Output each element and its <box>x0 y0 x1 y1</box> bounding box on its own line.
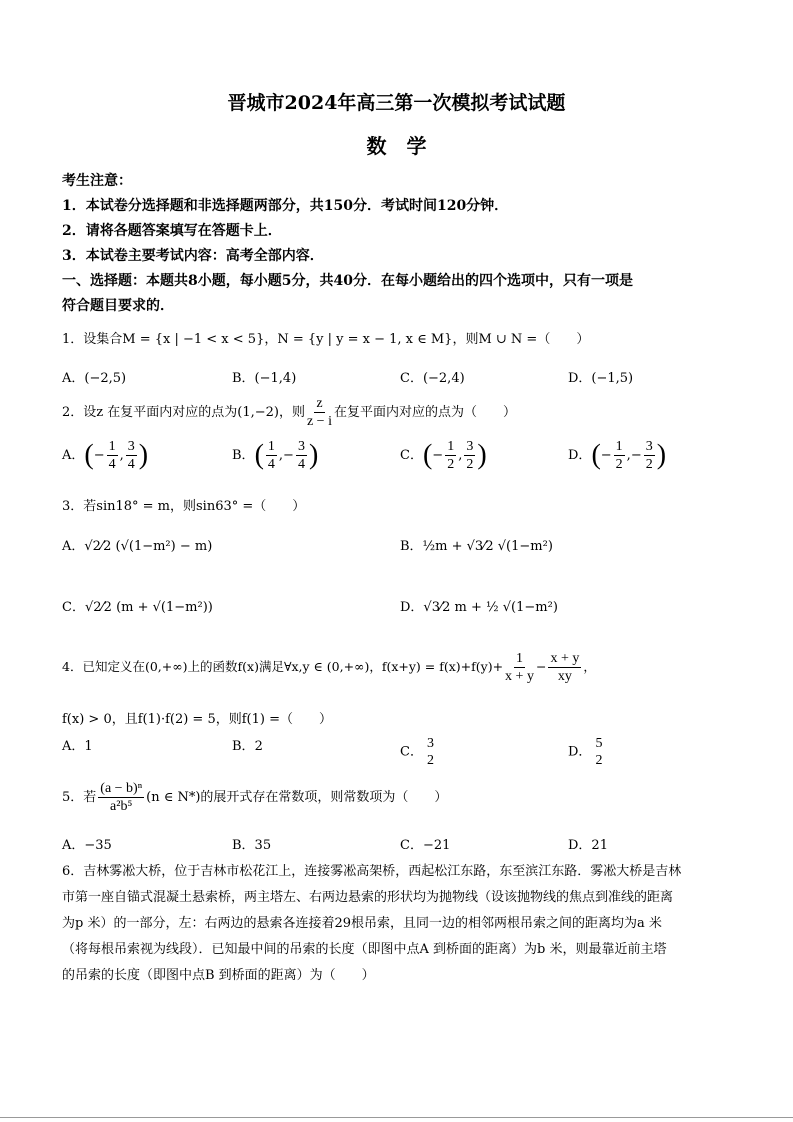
q1-option-a: A．(−2,5) <box>62 371 127 386</box>
numerator: 1 <box>615 439 623 454</box>
sign: − <box>432 448 444 463</box>
fraction <box>614 438 625 473</box>
exam-title: 晋城市2024年高三第一次模拟考试试题 <box>227 92 566 114</box>
fraction <box>464 438 475 473</box>
comma: ， <box>583 659 596 674</box>
option-label: C． <box>400 744 423 760</box>
numerator: x + y <box>550 651 580 666</box>
section-heading: 一、选择题：本题共8小题，每小题5分，共40分．在每小题给出的四个选项中，只有一项是 <box>62 273 633 289</box>
q1-option-c: C．(−2,4) <box>400 371 465 386</box>
denominator: 2 <box>426 753 434 768</box>
numerator: (a − b)ⁿ <box>100 781 143 796</box>
denominator: 2 <box>615 457 623 472</box>
notice-item: 1．本试卷分选择题和非选择题两部分，共150分．考试时间120分钟． <box>62 198 509 214</box>
numerator: 5 <box>595 736 603 751</box>
q3-option-b: B．½m + √3⁄2 √(1−m²) <box>400 539 553 554</box>
sign: − <box>283 448 294 463</box>
q6-line: （将每根吊索视为线段）．已知最中间的吊索的长度（即图中点A 到桥面的距离）为b 米，则最靠近前主塔 <box>62 942 667 957</box>
sign: − <box>93 448 105 463</box>
q6-line: 的吊索的长度（即图中点B 到桥面的距离）为（ ） <box>62 968 375 983</box>
denominator: 2 <box>595 753 603 768</box>
q2-stem <box>62 395 516 430</box>
numerator: 1 <box>516 651 523 666</box>
numerator: 3 <box>297 439 305 454</box>
q2-option-d: D．(− $\frac{1}{2}$ ,− $\frac{3}{2}$ ) <box>568 439 667 472</box>
q2-stem-text: 在复平面内对应的点为（ ） <box>333 405 516 420</box>
right-paren: ) <box>308 439 319 471</box>
option-label: A． <box>62 739 85 754</box>
right-paren: ) <box>656 439 667 471</box>
option-label: D． <box>568 744 592 760</box>
denominator: xy <box>557 669 572 684</box>
numerator: z <box>316 396 323 411</box>
q4-fraction-1 <box>505 650 534 685</box>
q5-stem <box>62 780 447 815</box>
minus-sign: − <box>535 659 547 674</box>
fraction <box>425 735 436 769</box>
notice-item: 3．本试卷主要考试内容：高考全部内容． <box>62 248 324 264</box>
denominator: 4 <box>108 457 116 472</box>
left-paren: ( <box>422 439 433 471</box>
numerator: 1 <box>108 439 116 454</box>
q6-line: 6．吉林雾凇大桥，位于吉林市松花江上，连接雾凇高架桥，西起松江东路，东至滨江东路．雾凇大桥是吉林 <box>62 864 682 879</box>
q4-option-b <box>232 735 263 754</box>
numerator: 3 <box>645 439 653 454</box>
denominator: z − i <box>306 414 332 429</box>
q5-stem-text: (n ∈ N*)的展开式存在常数项，则常数项为（ ） <box>146 790 448 805</box>
q3-stem: 3．若sin18° = m，则sin63° =（ ） <box>62 499 306 514</box>
q1-option-d: D．(−1,5) <box>568 371 634 386</box>
numerator: 3 <box>426 736 434 751</box>
q3-option-c: C．√2⁄2 (m + √(1−m²)) <box>62 600 213 615</box>
q5-fraction <box>98 780 144 815</box>
q1-stem: 1．设集合M = {x | −1 < x < 5}，N = {y | y = x − 1, x ∈ M}，则M ∪ N =（ ） <box>62 332 590 347</box>
left-paren: ( <box>591 439 601 471</box>
q3-option-a: A．√2⁄2 (√(1−m²) − m) <box>62 539 213 554</box>
right-paren: ) <box>477 439 487 471</box>
fraction <box>644 438 655 473</box>
denominator: a²b⁵ <box>110 799 133 814</box>
q4-option-d <box>568 735 606 769</box>
fraction <box>445 438 456 473</box>
q1-option-b: B．(−1,4) <box>232 371 297 386</box>
q4-stem-cont: f(x) > 0，且f(1)·f(2) = 5，则f(1) =（ ） <box>62 712 332 727</box>
q4-stem-text: 4．已知定义在(0,+∞)上的函数f(x)满足∀x,y ∈ (0,+∞)，f(x+y) = f(x)+f(y)+ <box>62 659 504 674</box>
q4-fraction-2 <box>548 650 581 685</box>
q5-option-d: D．21 <box>568 838 608 853</box>
option-label: D． <box>568 448 592 463</box>
q5-option-b: B．35 <box>232 838 272 853</box>
q5-stem-text: 5．若 <box>62 790 97 805</box>
numerator: 3 <box>466 439 474 454</box>
denominator: 2 <box>645 457 653 472</box>
option-label: B． <box>232 739 255 754</box>
q5-option-c: C．−21 <box>400 838 451 853</box>
left-paren: ( <box>84 439 94 471</box>
fraction <box>126 438 137 473</box>
q2-option-c: C．(− $\frac{1}{2}$ , $\frac{3}{2}$ ) <box>400 439 487 472</box>
fraction <box>266 438 277 473</box>
right-paren: ) <box>138 439 149 471</box>
sign: − <box>600 448 612 463</box>
denominator: 2 <box>466 457 474 472</box>
left-paren: ( <box>254 439 264 471</box>
fraction <box>107 438 118 473</box>
denominator: 2 <box>447 457 455 472</box>
option-value: 1 <box>84 739 93 754</box>
subject-title: 数 学 <box>366 134 427 158</box>
q2-fraction <box>307 395 332 430</box>
denominator: 4 <box>297 457 305 472</box>
numerator: 1 <box>447 439 455 454</box>
q3-option-d: D．√3⁄2 m + ½ √(1−m²) <box>400 600 558 615</box>
q4-option-c <box>400 735 438 769</box>
fraction <box>296 438 307 473</box>
option-label: A． <box>62 448 85 463</box>
section-heading-cont: 符合题目要求的． <box>62 298 174 314</box>
notice-item: 2．请将各题答案填写在答题卡上． <box>62 223 282 239</box>
notice-heading: 考生注意： <box>62 173 132 189</box>
denominator: 4 <box>127 457 135 472</box>
q6-line: 市第一座自锚式混凝土悬索桥，两主塔左、右两边悬索的形状均为抛物线（设该抛物线的焦点到准线的距离 <box>62 890 674 905</box>
page-bottom-rule <box>0 1117 793 1118</box>
denominator: 4 <box>267 457 275 472</box>
option-value: 2 <box>254 739 263 754</box>
denominator: x + y <box>505 669 534 684</box>
q2-option-b: B．( $\frac{1}{4}$ ,− $\frac{3}{4}$ ) <box>232 439 319 472</box>
q4-stem <box>62 650 596 685</box>
q2-stem-text: 2．设z 在复平面内对应的点为(1,−2)，则 <box>62 405 305 420</box>
q6-line: 为p 米）的一部分，左：右两边的悬索各连接着29根吊索，且同一边的相邻两根吊索之间的距离均为a 米 <box>62 916 662 931</box>
q5-option-a: A．−35 <box>62 838 112 853</box>
option-label: C． <box>400 448 423 463</box>
sign: − <box>630 448 642 463</box>
numerator: 3 <box>127 439 135 454</box>
option-label: B． <box>232 448 255 463</box>
q4-option-a <box>62 735 93 754</box>
fraction <box>593 735 604 769</box>
numerator: 1 <box>267 439 275 454</box>
q2-option-a: A．(− $\frac{1}{4}$ , $\frac{3}{4}$ ) <box>62 439 149 472</box>
